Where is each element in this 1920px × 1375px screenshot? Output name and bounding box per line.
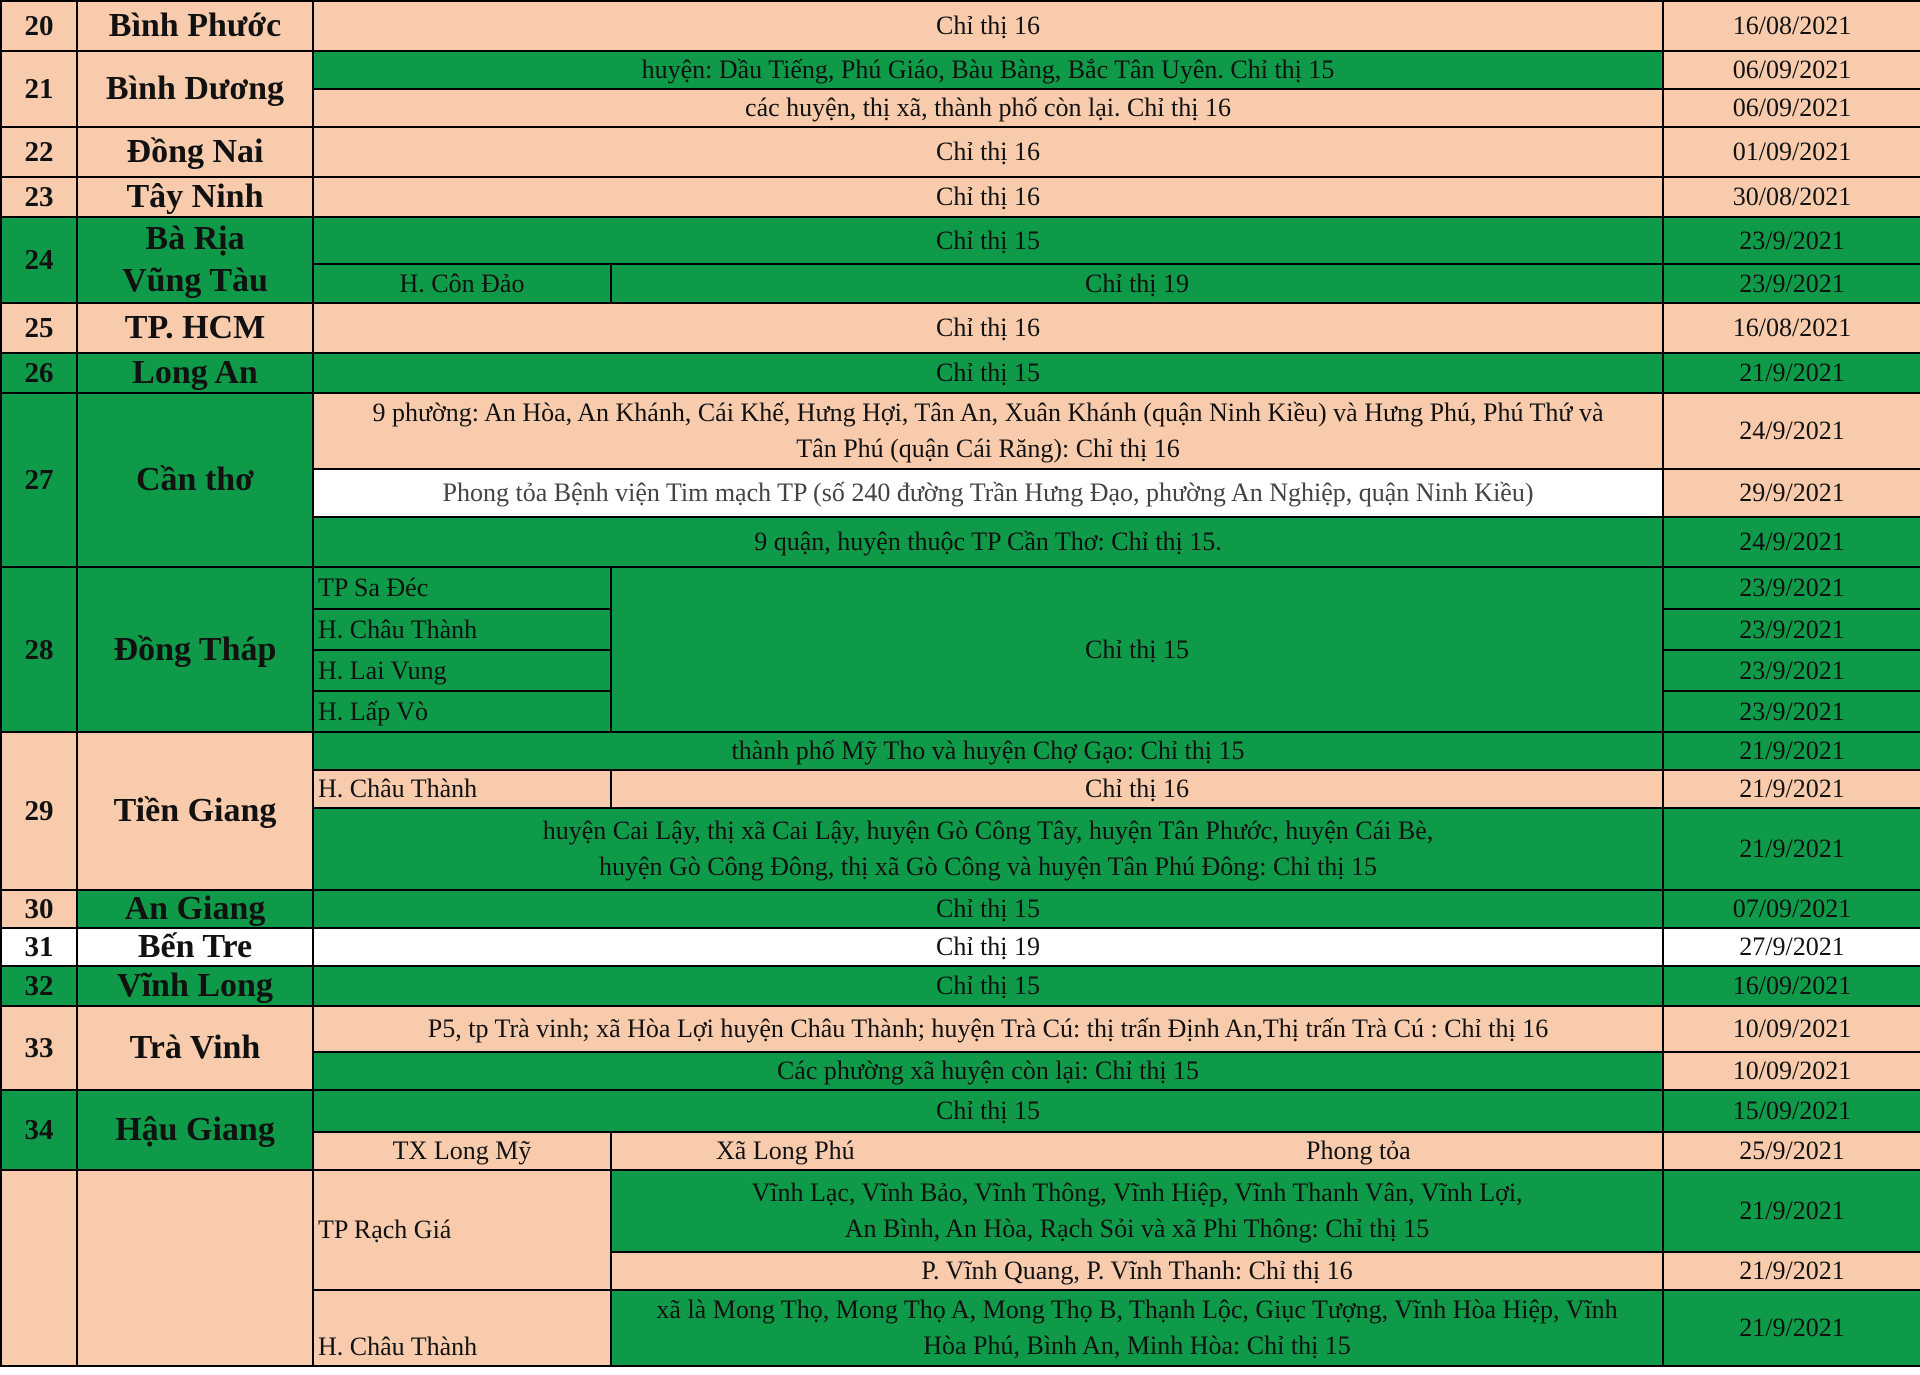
measure-text-line: An Bình, An Hòa, Rạch Sỏi và xã Phi Thông: Chỉ thị 15	[844, 1214, 1430, 1243]
row-number: 33	[1, 1006, 77, 1090]
row-number: 26	[1, 353, 77, 393]
date-cell: 25/9/2021	[1663, 1132, 1920, 1170]
date-cell: 21/9/2021	[1663, 770, 1920, 808]
row-number: 32	[1, 966, 77, 1006]
measure-text	[611, 1170, 1663, 1252]
date-cell: 15/09/2021	[1663, 1090, 1920, 1132]
province-name: Đồng Tháp	[77, 567, 313, 732]
date-cell: 27/9/2021	[1663, 928, 1920, 966]
measure-text: P5, tp Trà vinh; xã Hòa Lợi huyện Châu Thành; huyện Trà Cú: thị trấn Định An,Thị trấn Trà Cú : Chỉ thị 16	[313, 1006, 1663, 1052]
date-cell: 24/9/2021	[1663, 393, 1920, 469]
date-cell: 16/08/2021	[1663, 1, 1920, 51]
date-cell: 10/09/2021	[1663, 1006, 1920, 1052]
province-name: Bình Phước	[77, 1, 313, 51]
date-cell: 21/9/2021	[1663, 1290, 1920, 1366]
date-cell: 24/9/2021	[1663, 517, 1920, 567]
measure-text-line: xã là Mong Thọ, Mong Thọ A, Mong Thọ B, Thạnh Lộc, Giục Tượng, Vĩnh Hòa Hiệp, Vĩnh	[656, 1295, 1618, 1324]
date-cell: 30/08/2021	[1663, 177, 1920, 217]
area-name: H. Châu Thành	[313, 1290, 611, 1366]
row-number: 25	[1, 303, 77, 353]
table-row	[1, 966, 1920, 1006]
table-row	[1, 393, 1920, 469]
measure-text-line: huyện Cai Lậy, thị xã Cai Lậy, huyện Gò Công Tây, huyện Tân Phước, huyện Cái Bè,	[542, 816, 1434, 845]
row-number: 31	[1, 928, 77, 966]
area-name: H. Lai Vung	[313, 650, 611, 691]
province-name: Long An	[77, 353, 313, 393]
measure-text: Chỉ thị 15	[313, 1090, 1663, 1132]
measure-text: Chỉ thị 16	[313, 177, 1663, 217]
measure-text: Chỉ thị 15	[313, 890, 1663, 928]
table-row	[1, 1090, 1920, 1132]
date-cell: 10/09/2021	[1663, 1052, 1920, 1090]
measure-text	[611, 1132, 1663, 1170]
date-cell: 29/9/2021	[1663, 469, 1920, 517]
measure-text	[611, 1290, 1663, 1366]
province-name	[77, 1170, 313, 1366]
row-number: 34	[1, 1090, 77, 1170]
date-cell: 01/09/2021	[1663, 127, 1920, 177]
table-row	[1, 1, 1920, 51]
area-name: TP Sa Đéc	[313, 567, 611, 609]
measure-text-line: 9 phường: An Hòa, An Khánh, Cái Khế, Hưng Hợi, Tân An, Xuân Khánh (quận Ninh Kiều) và Hưng Phú, Phú Thứ và	[372, 398, 1604, 427]
table-row	[1, 51, 1920, 89]
province-name: Bến Tre	[77, 928, 313, 966]
area-name: H. Châu Thành	[313, 609, 611, 650]
table-row	[1, 127, 1920, 177]
table-row	[1, 217, 1920, 264]
table-row	[1, 353, 1920, 393]
measure-text: huyện: Dầu Tiếng, Phú Giáo, Bàu Bàng, Bắc Tân Uyên. Chỉ thị 15	[313, 51, 1663, 89]
row-number: 20	[1, 1, 77, 51]
date-cell: 23/9/2021	[1663, 650, 1920, 691]
date-cell: 21/9/2021	[1663, 808, 1920, 890]
measure-text: Các phường xã huyện còn lại: Chỉ thị 15	[313, 1052, 1663, 1090]
province-name-line: Bà Rịa	[145, 220, 245, 257]
row-number: 23	[1, 177, 77, 217]
row-number	[1, 1170, 77, 1366]
date-cell: 21/9/2021	[1663, 1170, 1920, 1252]
date-cell: 06/09/2021	[1663, 89, 1920, 127]
measure-text-line: Hòa Phú, Bình An, Minh Hòa: Chỉ thị 15	[923, 1331, 1351, 1360]
province-name: An Giang	[77, 890, 313, 928]
table-row	[1, 567, 1920, 609]
measure-text: Chỉ thị 16	[313, 303, 1663, 353]
area-name: TP Rạch Giá	[313, 1170, 611, 1290]
measure-text: Chỉ thị 15	[313, 217, 1663, 264]
province-name: Vĩnh Long	[77, 966, 313, 1006]
measure-text-line: huyện Gò Công Đông, thị xã Gò Công và huyện Tân Phú Đông: Chỉ thị 15	[598, 852, 1378, 881]
date-cell: 16/08/2021	[1663, 303, 1920, 353]
table-row	[1, 1170, 1920, 1252]
area-name: H. Lấp Vò	[313, 691, 611, 732]
measure-text: 9 quận, huyện thuộc TP Cần Thơ: Chỉ thị 15.	[313, 517, 1663, 567]
province-name-line: Vũng Tàu	[122, 262, 268, 299]
date-cell: 16/09/2021	[1663, 966, 1920, 1006]
measure-text: Chỉ thị 19	[611, 264, 1663, 303]
measure-text-line: Vĩnh Lạc, Vĩnh Bảo, Vĩnh Thông, Vĩnh Hiệp, Vĩnh Thanh Vân, Vĩnh Lợi,	[751, 1178, 1523, 1207]
measure-text: Chỉ thị 15	[611, 567, 1663, 732]
province-name: Bình Dương	[77, 51, 313, 127]
table-row	[1, 732, 1920, 770]
date-cell: 23/9/2021	[1663, 609, 1920, 650]
measure-text	[313, 808, 1663, 890]
area-name: H. Côn Đảo	[313, 264, 611, 303]
date-cell: 23/9/2021	[1663, 691, 1920, 732]
measure-text: Chỉ thị 15	[313, 353, 1663, 393]
table-row	[1, 303, 1920, 353]
date-cell: 06/09/2021	[1663, 51, 1920, 89]
measure-text: Chỉ thị 16	[313, 1, 1663, 51]
row-number: 30	[1, 890, 77, 928]
date-cell: 23/9/2021	[1663, 264, 1920, 303]
measure-type: Phong tỏa	[1306, 1136, 1411, 1165]
province-name	[77, 217, 313, 303]
table-row	[1, 177, 1920, 217]
row-number: 22	[1, 127, 77, 177]
measure-text-line: Tân Phú (quận Cái Răng): Chỉ thị 16	[796, 434, 1180, 463]
province-name: TP. HCM	[77, 303, 313, 353]
place-name: Xã Long Phú	[716, 1136, 855, 1165]
date-cell: 21/9/2021	[1663, 732, 1920, 770]
date-cell: 07/09/2021	[1663, 890, 1920, 928]
table-row	[1, 1006, 1920, 1052]
table-row	[1, 928, 1920, 966]
area-name: H. Châu Thành	[313, 770, 611, 808]
province-name: Tây Ninh	[77, 177, 313, 217]
row-number: 28	[1, 567, 77, 732]
date-cell: 23/9/2021	[1663, 217, 1920, 264]
row-number: 27	[1, 393, 77, 567]
province-name: Trà Vinh	[77, 1006, 313, 1090]
date-cell: 23/9/2021	[1663, 567, 1920, 609]
date-cell: 21/9/2021	[1663, 353, 1920, 393]
measure-text: Chỉ thị 16	[313, 127, 1663, 177]
area-name: TX Long Mỹ	[313, 1132, 611, 1170]
measure-text: P. Vĩnh Quang, P. Vĩnh Thanh: Chỉ thị 16	[611, 1252, 1663, 1290]
measure-text: các huyện, thị xã, thành phố còn lại. Chỉ thị 16	[313, 89, 1663, 127]
row-number: 21	[1, 51, 77, 127]
measure-text: Chỉ thị 15	[313, 966, 1663, 1006]
province-name: Đồng Nai	[77, 127, 313, 177]
row-number: 29	[1, 732, 77, 890]
province-name: Tiền Giang	[77, 732, 313, 890]
measure-text	[313, 393, 1663, 469]
measure-text: thành phố Mỹ Tho và huyện Chợ Gạo: Chỉ thị 15	[313, 732, 1663, 770]
row-number: 24	[1, 217, 77, 303]
date-cell: 21/9/2021	[1663, 1252, 1920, 1290]
measure-text: Phong tỏa Bệnh viện Tim mạch TP (số 240 đường Trần Hưng Đạo, phường An Nghiệp, quận Ninh Kiều)	[313, 469, 1663, 517]
province-name: Hậu Giang	[77, 1090, 313, 1170]
table-row	[1, 890, 1920, 928]
province-name: Cần thơ	[77, 393, 313, 567]
measure-text: Chỉ thị 16	[611, 770, 1663, 808]
measure-text: Chỉ thị 19	[313, 928, 1663, 966]
